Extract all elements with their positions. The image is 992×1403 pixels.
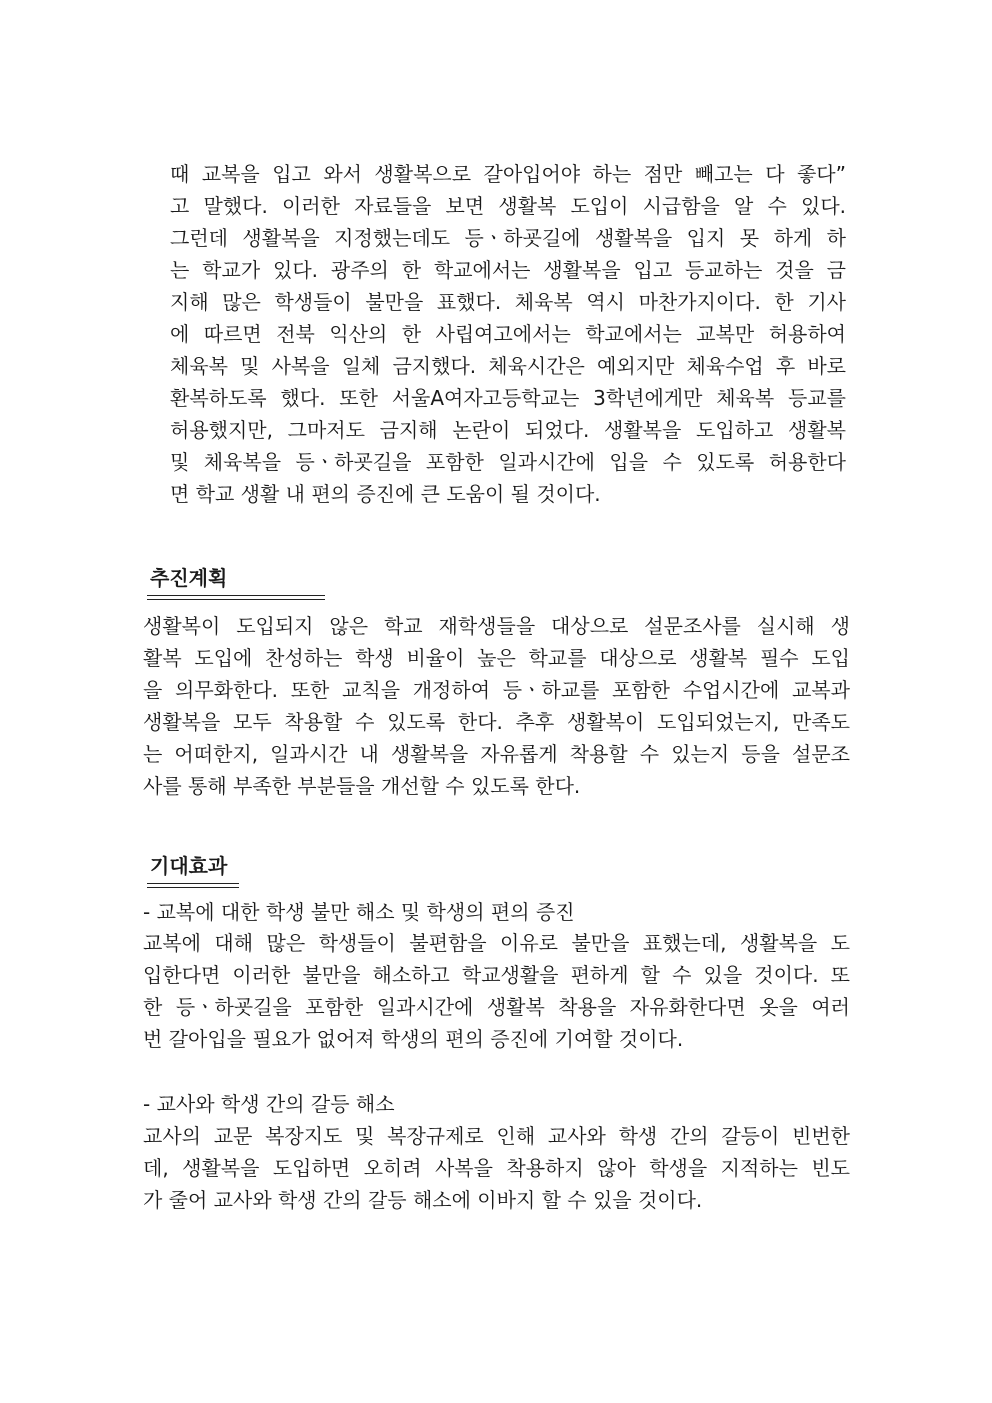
plan-line: 생활복이 도입되지 않은 학교 재학생들을 대상으로 설문조사를 실시해 생 bbox=[143, 614, 850, 638]
effect-item-title: - 교복에 대한 학생 불만 해소 및 학생의 편의 증진 bbox=[143, 900, 575, 924]
intro-line: 환복하도록 했다. 또한 서울A여자고등학교는 3학년에게만 체육복 등교를 bbox=[170, 386, 846, 410]
intro-line: 허용했지만, 그마저도 금지해 논란이 되었다. 생활복을 도입하고 생활복 bbox=[170, 418, 846, 442]
plan-line: 는 어떠한지, 일과시간 내 생활복을 자유롭게 착용할 수 있는지 등을 설문조 bbox=[143, 742, 850, 766]
effect-line: 가 줄어 교사와 학생 간의 갈등 해소에 이바지 할 수 있을 것이다. bbox=[143, 1188, 703, 1212]
plan-line: 활복 도입에 찬성하는 학생 비율이 높은 학교를 대상으로 생활복 필수 도입 bbox=[143, 646, 850, 670]
intro-line: 때 교복을 입고 와서 생활복으로 갈아입어야 하는 점만 빼고는 다 좋다” bbox=[170, 162, 846, 186]
plan-line: 생활복을 모두 착용할 수 있도록 한다. 추후 생활복이 도입되었는지, 만족도 bbox=[143, 710, 850, 734]
plan-heading-underline bbox=[147, 595, 325, 600]
intro-line: 및 체육복을 등ㆍ하굣길을 포함한 일과시간에 입을 수 있도록 허용한다 bbox=[170, 450, 846, 474]
plan-line: 사를 통해 부족한 부분들을 개선할 수 있도록 한다. bbox=[143, 774, 581, 798]
effect-line: 교사의 교문 복장지도 및 복장규제로 인해 교사와 학생 간의 갈등이 빈번한 bbox=[143, 1124, 850, 1148]
intro-line: 그런데 생활복을 지정했는데도 등ㆍ하굣길에 생활복을 입지 못 하게 하 bbox=[170, 226, 846, 250]
plan-line: 을 의무화한다. 또한 교칙을 개정하여 등ㆍ하교를 포함한 수업시간에 교복과 bbox=[143, 678, 850, 702]
intro-line: 면 학교 생활 내 편의 증진에 큰 도움이 될 것이다. bbox=[170, 482, 601, 506]
intro-line: 는 학교가 있다. 광주의 한 학교에서는 생활복을 입고 등교하는 것을 금 bbox=[170, 258, 846, 282]
intro-line: 에 따르면 전북 익산의 한 사립여고에서는 학교에서는 교복만 허용하여 bbox=[170, 322, 846, 346]
plan-heading: 추진계획 bbox=[150, 566, 228, 590]
effects-heading-underline bbox=[147, 883, 239, 888]
effect-item-title: - 교사와 학생 간의 갈등 해소 bbox=[143, 1092, 395, 1116]
effects-heading: 기대효과 bbox=[150, 854, 228, 878]
effect-line: 번 갈아입을 필요가 없어져 학생의 편의 증진에 기여할 것이다. bbox=[143, 1027, 684, 1051]
effect-line: 교복에 대해 많은 학생들이 불편함을 이유로 불만을 표했는데, 생활복을 도 bbox=[143, 931, 850, 955]
effect-line: 한 등ㆍ하굣길을 포함한 일과시간에 생활복 착용을 자유화한다면 옷을 여러 bbox=[143, 995, 850, 1019]
intro-line: 체육복 및 사복을 일체 금지했다. 체육시간은 예외지만 체육수업 후 바로 bbox=[170, 354, 846, 378]
intro-line: 고 말했다. 이러한 자료들을 보면 생활복 도입이 시급함을 알 수 있다. bbox=[170, 194, 846, 218]
effect-line: 데, 생활복을 도입하면 오히려 사복을 착용하지 않아 학생을 지적하는 빈도 bbox=[143, 1156, 850, 1180]
intro-line: 지해 많은 학생들이 불만을 표했다. 체육복 역시 마찬가지이다. 한 기사 bbox=[170, 290, 846, 314]
effect-line: 입한다면 이러한 불만을 해소하고 학교생활을 편하게 할 수 있을 것이다. 또 bbox=[143, 963, 850, 987]
